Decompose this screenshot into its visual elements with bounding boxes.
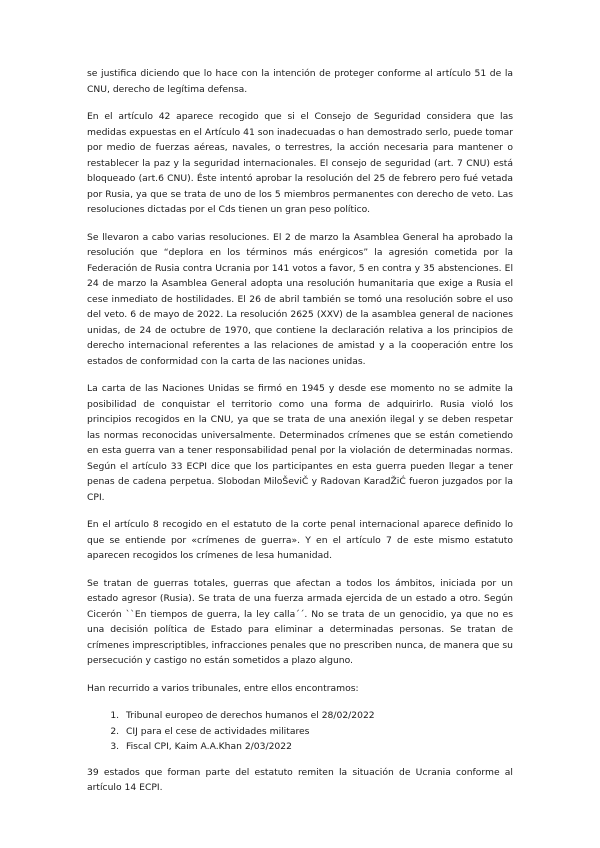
paragraph-carta-naciones-unidas: La carta de las Naciones Unidas se firmó en 1945 y desde ese momento no se admite la posibilidad de conquistar el territorio como una forma de adquirirlo. Rusia violó los principios recogidos en la CNU, ya que se trata de una anexión ilegal y se deben respetar las normas reconocidas universalmente. Determinados crímenes que se están cometiendo en esta guerra van a tener responsabilidad penal por la violación de determinadas normas. Según el artículo 33 ECPI dice que los participantes en esta guerra pueden llegar a tener penas de cadena perpetua. Slobodan MiloŠeviČ y Radovan KaradŽiĆ fueron juzgados por la CPI. — [87, 383, 513, 503]
tribunales-list — [87, 708, 513, 755]
paragraph-tribunales-intro: Han recurrido a varios tribunales, entre ellos encontramos: — [87, 682, 359, 694]
paragraph-resoluciones: Se llevaron a cabo varias resoluciones. El 2 de marzo la Asamblea General ha aprobado la resolución que “deplora en los términos más enérgicos” la agresión cometida por la Federación de Rusia contra Ucrania por 141 votos a favor, 5 en contra y 35 abstenciones. El 24 de marzo la Asamblea General adopta una resolución humanitaria que exige a Rusia el cese inmediato de hostilidades. El 26 de abril también se tomó una resolución sobre el uso del veto. 6 de mayo de 2022. La resolución 2625 (XXV) de la asamblea general de naciones unidas, de 24 de octubre de 1970, que contiene la declaración relativa a los principios de derecho internacional referentes a las relaciones de amistad y a la cooperación entre los estados de conformidad con la carta de las naciones unidas. — [87, 231, 513, 367]
list-item: 3. Fiscal CPI, Kaim A.A.Khan 2/03/2022 — [122, 739, 513, 755]
paragraph-articulo-42: En el artículo 42 aparece recogido que si el Consejo de Seguridad considera que las medidas expuestas en el Artículo 41 son inadecuadas o han demostrado serlo, puede tomar por medio de fuerzas aéreas, navales, o terrestres, la acción necesaria para mantener o restablecer la paz y la seguridad internacionales. El consejo de seguridad (art. 7 CNU) está bloqueado (art.6 CNU). Éste intentó aprobar la resolución del 25 de febrero pero fué vetada por Rusia, ya que se trata de uno de los 5 miembros permanentes con derecho de veto. Las resoluciones dictadas por el Cds tienen un gran peso político. — [87, 111, 513, 215]
list-item: 1. Tribunal europeo de derechos humanos el 28/02/2022 — [122, 708, 513, 724]
paragraph-legitima-defensa: se justifica diciendo que lo hace con la intención de proteger conforme al artículo 51 de la CNU, derecho de legítima defensa. — [87, 68, 513, 95]
paragraph-guerras-totales: Se tratan de guerras totales, guerras que afectan a todos los ámbitos, iniciada por un estado agresor (Rusia). Se trata de una fuerza armada ejercida de un estado a otro. Según Cicerón ``En tiempos de guerra, la ley calla´´. No se trata de un genocidio, ya que no es una decisión política de Estado para eliminar a determinadas personas. Se tratan de crímenes imprescriptibles, infracciones penales que no prescriben nunca, de manera que su persecución y castigo no están sometidos a plazo alguno. — [87, 577, 513, 666]
document-page — [87, 66, 513, 808]
list-item: 2. CIJ para el cese de actividades militares — [122, 724, 513, 740]
paragraph-closing: 39 estados que forman parte del estatuto remiten la situación de Ucrania conforme al artículo 14 ECPI. — [87, 766, 513, 793]
paragraph-articulo-8: En el artículo 8 recogido en el estatuto de la corte penal internacional aparece definido lo que se entiende por «crímenes de guerra». Y en el artículo 7 de este mismo estatuto aparecen recogidos los crímenes de lesa humanidad. — [87, 519, 513, 561]
